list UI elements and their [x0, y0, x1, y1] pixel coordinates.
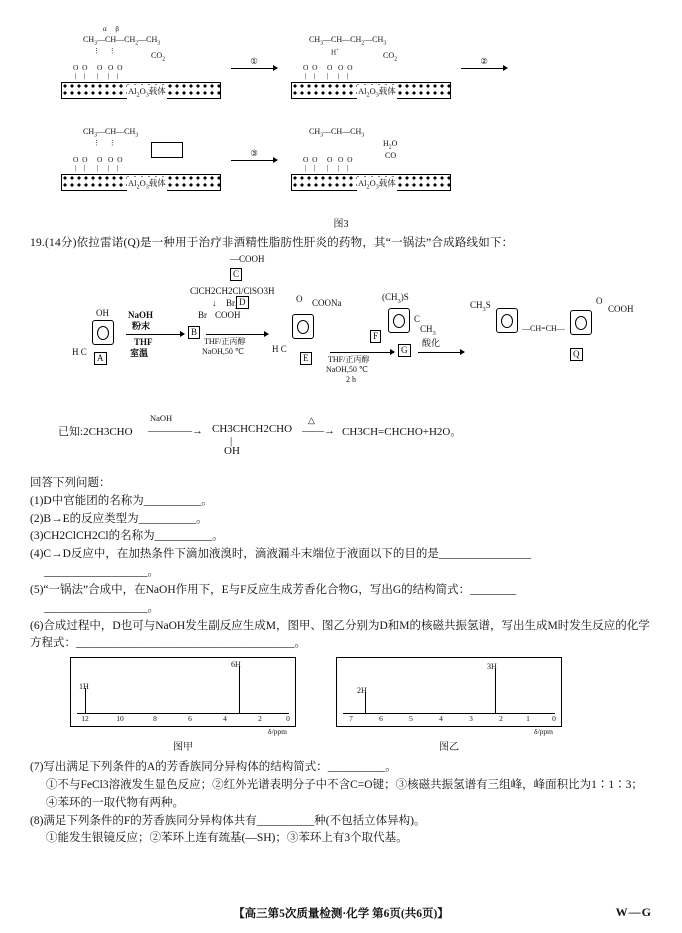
- reagent-c: ClCH2CH2Cl/ClSO3H: [190, 286, 275, 296]
- frag-chain-q: —CH=CH—: [522, 324, 565, 333]
- co2-label-2: $CO_2$: [383, 51, 397, 63]
- figure3-row-2: [31, 108, 651, 208]
- benzene-F: [388, 308, 410, 333]
- question-1: (1)D中官能团的名称为__________。: [30, 494, 213, 507]
- xlabel-right: δ/ppm: [534, 727, 553, 737]
- tick-left-5: 2: [258, 714, 262, 724]
- q19-score: (14分): [44, 237, 77, 249]
- frag-cooh-top: —COOH: [230, 254, 265, 264]
- frag-o-q: O: [596, 296, 603, 306]
- frag-acetyl-f: C: [414, 314, 421, 324]
- reagent-roomtemp: 室温: [130, 348, 149, 358]
- nmr-spectra: [70, 657, 630, 753]
- known-oh: OH: [224, 445, 240, 457]
- frag-ch3-f: $CH_3$: [420, 324, 436, 337]
- footer-center-text: 【高三第5次质量检测·化学 第6页(共6页)】: [233, 908, 449, 920]
- molecule-4: $CH_3—CH—CH_3$: [309, 127, 365, 139]
- benzene-E: [292, 314, 314, 339]
- caption-left: 图甲: [173, 742, 193, 754]
- tick-right-6: 1: [526, 714, 530, 724]
- label-D: D: [236, 296, 249, 309]
- figure-3: [31, 8, 651, 230]
- bond-dots-2: ⋮ ⋮: [93, 139, 116, 147]
- tick-right-1: 6: [379, 714, 383, 724]
- question-7: (7)写出满足下列条件的A的芳香族同分异构体的结构简式：__________。: [30, 761, 397, 774]
- question-6: (6)合成过程中，D也可与NaOH发生副反应生成M，图甲、图乙分别为D和M的核磁共振氢谱，写出生成M时发生反应的化学方程式：______________________________________。: [30, 619, 650, 650]
- reagent-e-g-2: NaOH,50 ℃: [326, 365, 368, 374]
- tick-right-2: 5: [409, 714, 413, 724]
- benzene-A: [92, 320, 114, 345]
- known-delta: △: [308, 415, 315, 425]
- peak-right-2: [495, 668, 496, 714]
- reagent-b-e-1: THF/正丙醇: [204, 337, 246, 346]
- surface-bonds-4: O O O O O: [303, 155, 353, 164]
- peak-left-2-label: 6H: [231, 660, 241, 670]
- page-footer: [0, 905, 682, 925]
- tick-left-3: 6: [188, 714, 192, 724]
- tick-right-4: 3: [469, 714, 473, 724]
- question-7-conditions: ①不与FeCl3溶液发生显色反应；②红外光谱表明分子中不含C=O键；③核磁共振氢谱有三组峰，峰面积比为1∶1∶3；④苯环的一取代物有两种。: [46, 778, 643, 809]
- known-arrow-2: ——→: [302, 425, 335, 437]
- reagent-powder: 粉末: [132, 321, 151, 331]
- molecule-3: $CH_3—CH—CH_3$: [83, 127, 139, 139]
- caption-right: 图乙: [439, 742, 459, 754]
- tick-left-1: 10: [116, 714, 124, 724]
- known-equation: [30, 413, 652, 469]
- frag-oh-a: OH: [96, 308, 109, 318]
- reagent-c-arrow: ↓: [212, 298, 217, 308]
- label-G: G: [398, 344, 411, 357]
- footer-code: W—G: [615, 905, 652, 919]
- molecule-1: $CH_3—CH—CH_2—CH_3$: [83, 35, 161, 47]
- label-B: B: [188, 326, 200, 339]
- tick-right-0: 7: [349, 714, 353, 724]
- figure3-row-1: [31, 8, 651, 108]
- h-plus-label: H+: [331, 48, 339, 57]
- support-label-1: $Al_2O_3$载体: [128, 86, 166, 99]
- arrow-b-to-e: [206, 334, 268, 335]
- question-4-cont: __________________。: [44, 566, 159, 579]
- benzene-Q-right: [570, 310, 592, 335]
- h2o-label: $H_2O$: [383, 139, 398, 151]
- surface-lines-4: | | | | |: [305, 163, 349, 172]
- question-8: (8)满足下列条件的F的芳香族同分异构体共有__________种(不包括立体异构)。: [30, 814, 426, 827]
- co2-label-1: $CO_2$: [151, 51, 165, 63]
- frag-cho-e: H C: [272, 344, 287, 354]
- question-2: (2)B→E的反应类型为__________。: [30, 512, 208, 525]
- frag-sch3-f: $(CH_3)S$: [382, 292, 409, 305]
- label-F: F: [370, 330, 381, 343]
- arrow-step-3: [231, 148, 277, 161]
- surface-bonds-1: O O O O O: [73, 63, 123, 72]
- known-arrow-1: ————→: [148, 425, 203, 437]
- frag-cho-a: H C: [72, 347, 87, 357]
- known-bond: |: [230, 435, 233, 447]
- peak-right-2-label: 3H: [487, 662, 497, 672]
- tick-right-7: 0: [552, 714, 556, 724]
- reagent-e-g-1: THF/正丙醇: [328, 355, 370, 364]
- tick-right-5: 2: [499, 714, 503, 724]
- frag-o-e: O: [296, 294, 303, 304]
- answer-prompt: 回答下列问题：: [30, 477, 111, 489]
- spectrum-left: [70, 657, 296, 737]
- greek-labels-1: α β: [103, 25, 119, 33]
- peak-left-1-label: 1H: [79, 682, 89, 692]
- reagent-thf: THF: [134, 337, 153, 347]
- step-2-label: ②: [480, 56, 488, 66]
- tick-left-0: 12: [81, 714, 89, 724]
- peak-left-2: [239, 666, 240, 714]
- q19-number: 19.: [30, 237, 45, 249]
- question-19-stem: [30, 234, 652, 250]
- arrow-a-to-b: [126, 334, 184, 335]
- step-1-label: ①: [250, 56, 258, 66]
- frag-cooh-d: COOH: [215, 310, 241, 320]
- synthesis-route-diagram: [30, 252, 650, 417]
- reagent-br2: Br: [226, 298, 235, 308]
- ticks-left: [77, 714, 289, 724]
- peak-right-1: [365, 692, 366, 714]
- reagent-e-g-3: 2 h: [346, 375, 356, 384]
- q19-text: 依拉雷诺(Q)是一种用于治疗非酒精性脂肪性肝炎的药物，其“一锅法”合成路线如下：: [76, 237, 514, 249]
- support-label-2: $Al_2O_3$载体: [358, 86, 396, 99]
- known-reagent: NaOH: [150, 413, 173, 423]
- molecule-2: $CH_3—CH—CH_2—CH_3$: [309, 35, 387, 47]
- ticks-right: [343, 714, 555, 724]
- spectrum-right: [336, 657, 562, 737]
- reagent-acidify: 酸化: [422, 338, 441, 348]
- label-Q: Q: [570, 348, 583, 361]
- arrow-g-to-q: [418, 352, 464, 353]
- surface-bonds-3: O O O O O: [73, 155, 123, 164]
- tick-left-2: 8: [153, 714, 157, 724]
- surface-lines-2: | | | | |: [305, 71, 349, 80]
- arrow-e-to-g: [330, 352, 394, 353]
- known-eq2: CH3CHCH2CHO: [212, 423, 293, 435]
- frag-cooh-q: COOH: [608, 304, 634, 314]
- frag-br: Br: [198, 310, 207, 320]
- highlight-box: [151, 142, 183, 158]
- co-label: CO: [385, 151, 397, 160]
- step-3-label: ③: [250, 148, 258, 158]
- known-eq3: CH3CH=CHCHO+H2O。: [342, 426, 462, 438]
- known-prefix: 已知:2CH3CHO: [58, 426, 133, 438]
- reagent-b-e-2: NaOH,50 ℃: [202, 347, 244, 356]
- arrow-step-1: [231, 56, 277, 69]
- benzene-Q-left: [496, 308, 518, 333]
- question-5: (5)“一锅法”合成中，在NaOH作用下，E与F反应生成芳香化合物G，写出G的结构简式：________: [30, 583, 517, 596]
- surface-lines-1: | | | | |: [75, 71, 119, 80]
- frag-coona: COONa: [312, 298, 342, 308]
- figure-3-caption: 图3: [333, 219, 349, 230]
- reagent-naoh: NaOH: [128, 310, 154, 320]
- label-E: E: [300, 352, 312, 365]
- question-5-cont: __________________。: [44, 601, 159, 614]
- tick-left-4: 4: [223, 714, 227, 724]
- label-A: A: [94, 352, 107, 365]
- surface-bonds-2: O O O O O: [303, 63, 353, 72]
- question-8-conditions: ①能发生银镜反应；②苯环上连有巯基(—SH)；③苯环上有3个取代基。: [46, 832, 408, 845]
- support-label-3: $Al_2O_3$载体: [128, 178, 166, 191]
- arrow-step-2: [461, 56, 507, 69]
- bond-dots-1: ⋮ ⋮: [93, 47, 116, 55]
- frag-sch3-q: $CH_3S$: [470, 300, 491, 313]
- label-C: C: [230, 268, 242, 281]
- tick-right-3: 4: [439, 714, 443, 724]
- tick-left-6: 0: [286, 714, 290, 724]
- support-label-4: $Al_2O_3$载体: [358, 178, 396, 191]
- question-3: (3)CH2ClCH2Cl的名称为__________。: [30, 530, 224, 543]
- surface-lines-3: | | | | |: [75, 163, 119, 172]
- xlabel-left: δ/ppm: [268, 727, 287, 737]
- peak-right-1-label: 2H: [357, 686, 367, 696]
- peak-left-1: [85, 688, 86, 714]
- question-4: (4)C→D反应中，在加热条件下滴加液溴时，滴液漏斗末端位于液面以下的目的是________________: [30, 548, 531, 561]
